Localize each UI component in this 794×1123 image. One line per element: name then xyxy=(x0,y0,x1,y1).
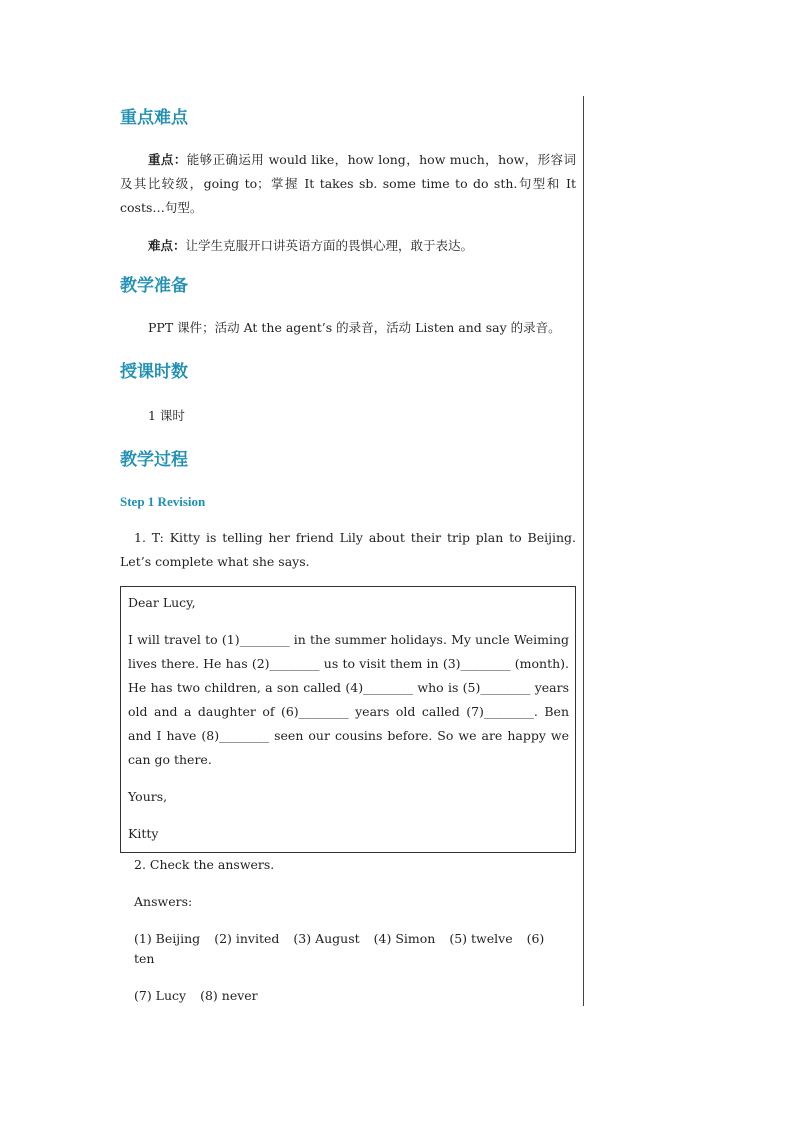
check-item-2: 2. Check the answers. xyxy=(134,857,275,872)
hours-text: 1 课时 xyxy=(148,408,185,423)
letter-greeting: Dear Lucy, xyxy=(128,595,196,610)
focus-label: 重点： xyxy=(148,152,187,167)
answer-1: (1) Beijing xyxy=(134,931,201,946)
focus-text: 能够正确运用 would like，how long，how much，how，形容词及其比较级，going to；掌握 It takes sb. some time to do sth.句型和 It costs…句型。 xyxy=(120,152,576,215)
letter-signature: Kitty xyxy=(128,826,159,841)
letter-body: I will travel to (1)________ in the summer holidays. My uncle Weiming lives there. He has (2)________ us to visit them in (3)________ (month). He has two children, a son called (4)________ who is (5)________ years old and a daughter of (6)________ years old called (7)________. Ben and I have (8)________ seen our cousins before. So we are happy we can go there. xyxy=(128,632,569,767)
difficulty-text: 让学生克服开口讲英语方面的畏惧心理，敢于表达。 xyxy=(185,238,474,253)
answers-label: Answers: xyxy=(134,894,193,909)
answer-4: (4) Simon xyxy=(373,931,436,946)
answers-row-2 xyxy=(134,986,576,1006)
answer-3: (3) August xyxy=(293,931,360,946)
step-1-title: Step 1 Revision xyxy=(120,494,206,509)
difficulty-label: 难点： xyxy=(148,238,186,253)
answers-row-1 xyxy=(134,929,576,969)
check-section xyxy=(120,855,576,1006)
lesson-content xyxy=(120,98,576,1006)
answer-8: (8) never xyxy=(200,988,258,1003)
preparation-text: PPT 课件；活动 At the agent’s 的录音，活动 Listen and say 的录音。 xyxy=(148,320,561,335)
answer-7: (7) Lucy xyxy=(134,988,187,1003)
letter-closing: Yours, xyxy=(128,789,168,804)
section-title-hours: 授课时数 xyxy=(120,362,188,382)
letter-box xyxy=(120,586,576,853)
step-1-item-1: 1. T: Kitty is telling her friend Lily about their trip plan to Beijing. Let’s complete what she says. xyxy=(120,530,576,569)
page-border-line xyxy=(583,96,584,1006)
section-title-process: 教学过程 xyxy=(120,450,188,470)
answer-5: (5) twelve xyxy=(449,931,513,946)
difficulty-paragraph xyxy=(120,234,576,258)
answer-6: (6) ten xyxy=(134,931,545,966)
section-title-preparation: 教学准备 xyxy=(120,276,188,296)
focus-paragraph xyxy=(120,148,576,220)
answer-2: (2) invited xyxy=(214,931,280,946)
section-title-key-points: 重点难点 xyxy=(120,108,188,128)
